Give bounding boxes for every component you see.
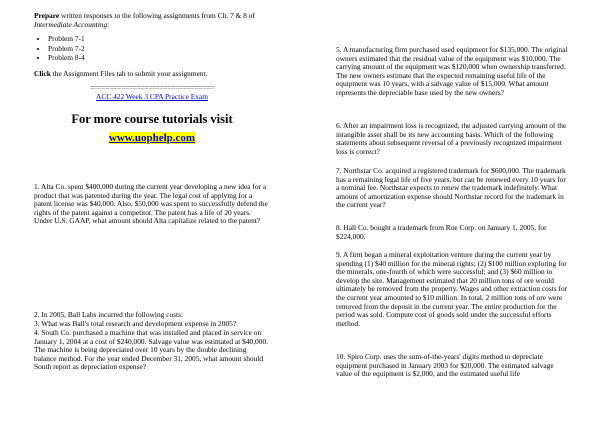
submit-instruction [34, 70, 270, 79]
prepare-bold: Prepare [34, 11, 60, 20]
list-item: • Problem 7-1 [48, 35, 85, 44]
click-text: the Assignment Files tab to submit your assignment. [50, 69, 208, 78]
question-7: 7. Northstar Co. acquired a registered trademark for $600,000. The trademark has a remaining legal life of five years, but can be renewed every 10 years for a nominal fee. Northstar expects to renew the trademark indefinitely. What amount of amortization expense should Northstar record for the trademark in the current year? [336, 166, 566, 210]
question-5: 5. A manufacturing firm purchased used equipment for $135,000. The original owners estimated that the residual value of the equipment was $10,000. The carrying amount of the equipment was $120,000 when ownership transferred. The new owners estimate that the expected remaining useful life of the equipment was 10 years, with a salvage value of $15,000. What amount represents the depreciable base used by the new owners? [336, 45, 568, 97]
question-4: 4. South Co. purchased a machine that was installed and placed in service on January 1, 2004 at a cost of $240,000. Salvage value was estimated at $40,000. The machine is being depreciated over 10 years by the double declining balance method. For the year ended December 31, 2005, what amount should South report as depreciation expense? [34, 328, 268, 372]
site-link-line [34, 134, 270, 144]
exam-link[interactable]: ACC 422 Week 3 CPA Practice Exam [96, 92, 208, 101]
intro-paragraph [34, 12, 270, 29]
site-link[interactable]: www.uophelp.com [108, 132, 196, 144]
list-item: • Problem 8-4 [48, 54, 85, 63]
question-9: 9. A firm began a mineral exploitation venture during the current year by spending (1) $40 million for the mineral rights; (2) $100 million exploring for the minerals, one-fourth of which were successful; and (3) $60 million to develop the site. Management estimated that 20 million tons of ore would ultimately be removed from the property. Wages and other extraction costs for the current year amounted to $10 million. In total, 2 million tons of ore were removed from the deposit in the current year. The entire production for the period was sold. Compute cost of goods sold under the successful efforts method. [336, 250, 568, 328]
question-2: 2. In 2005, Ball Labs incurred the following costs: [34, 310, 184, 319]
problem-list [34, 35, 85, 63]
list-item: • Problem 7-2 [48, 45, 85, 54]
question-1: 1. Alta Co. spent $400,000 during the current year developing a new idea for a product that was patented during the year. The legal cost of applying for a patent license was $40,000. Also, $50,000 was spent to successfully defend the rights of the patent against a competitor. The patent has a life of 20 years. Under U.S. GAAP, what amount should Alta capitalize related to the patent? [34, 182, 268, 226]
book-title: Intermediate Accounting [34, 19, 108, 29]
question-3: 3. What was Ball's total research and development expense in 2005? [34, 319, 237, 328]
prepare-text: written responses to the following assignments from Ch. 7 & 8 of [59, 11, 255, 20]
promo-heading: For more course tutorials visit [71, 112, 233, 126]
book-after: : [107, 19, 110, 29]
exam-link-line [34, 93, 270, 102]
question-6: 6. After an impairment loss is recognized, the adjusted carrying amount of the intangible asset shall be its new accounting basis. Which of the following statements about subsequent reversal of a previously recognized impairment loss is correct? [336, 121, 567, 156]
separator: ================================ [90, 83, 214, 92]
click-bold: Click [34, 69, 51, 78]
question-10: 10. Spiro Corp. uses the sum-of-the-years' digits method to depreciate equipment purchased in January 2003 for $20,000. The estimated salvage value of the equipment is $2,000, and the estimated useful life [336, 352, 554, 379]
question-8: 8. Hall Co. bought a trademark from Roe Corp. on January 1, 2005, for $224,000. [336, 223, 547, 241]
